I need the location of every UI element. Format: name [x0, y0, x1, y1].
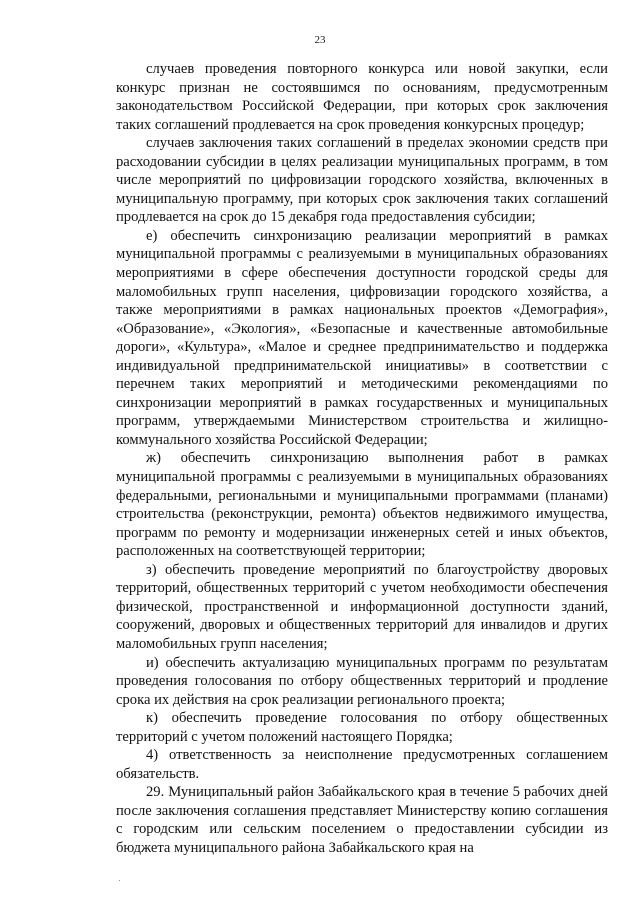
paragraph-clause-29: 29. Муниципальный район Забайкальского края в течение 5 рабочих дней после заключения соглашения представляет Министерству копию соглашения с городским или сельским поселением о предоставлении субсидии из бюджета муниципального района Забайкальского края на	[116, 784, 608, 856]
paragraph-repeat-tender-case: случаев проведения повторного конкурса или новой закупки, если конкурс признан не состоявшимся по основаниям, предусмотренным законодательством Российской Федерации, при которых срок заключения таких соглашений продлевается на срок проведения конкурсных процедур;	[116, 61, 608, 133]
paragraph-economy-case: случаев заключения таких соглашений в пределах экономии средств при расходовании субсидии в целях реализации муниципальных программ, в том числе мероприятий по цифровизации городского хозяйства, включенных в муниципальную программу, при которых срок заключения таких соглашений продлевается на срок до 15 декабря года предоставления субсидии;	[116, 135, 608, 226]
document-body	[116, 60, 608, 858]
paragraph-item-zh: ж) обеспечить синхронизацию выполнения работ в рамках муниципальной программы с реализуемыми в муниципальных образованиях федеральными, региональными и муниципальными программами (планами) строительства (реконструкции, ремонта) объектов недвижимого имущества, программ по ремонту и модернизации инженерных сетей и иных объектов, расположенных на соответствующей территории;	[116, 450, 608, 560]
scan-artifact-dot	[119, 880, 120, 881]
paragraph-item-e: е) обеспечить синхронизацию реализации мероприятий в рамках муниципальной программы с реализуемыми в муниципальных образованиях мероприятиями в сфере обеспечения доступности городской среды для маломобильных групп населения, цифровизации городского хозяйства, а также мероприятиями в рамках национальных проектов «Демография», «Образование», «Экология», «Безопасные и качественные автомобильные дороги», «Культура», «Малое и среднее предпринимательство и поддержка индивидуальной предпринимательской инициативы» в соответствии с перечнем таких мероприятий и методическими рекомендациями по синхронизации мероприятий в рамках государственных и муниципальных программ, утверждаемыми Министерством строительства и жилищно-коммунального хозяйства Российской Федерации;	[116, 227, 608, 448]
paragraph-item-i: и) обеспечить актуализацию муниципальных программ по результатам проведения голосования по отбору общественных территорий и продление срока их действия на срок реализации регионального проекта;	[116, 654, 608, 708]
paragraph-item-k: к) обеспечить проведение голосования по отбору общественных территорий с учетом положений настоящего Порядка;	[116, 710, 608, 745]
paragraph-item-z: з) обеспечить проведение мероприятий по благоустройству дворовых территорий, общественных территорий с учетом необходимости обеспечения физической, пространственной и информационной доступности зданий, сооружений, дворовых и общественных территорий для инвалидов и других маломобильных групп населения;	[116, 561, 608, 652]
page-number: 23	[314, 34, 326, 46]
paragraph-item-4: 4) ответственность за неисполнение предусмотренных соглашением обязательств.	[116, 747, 608, 782]
